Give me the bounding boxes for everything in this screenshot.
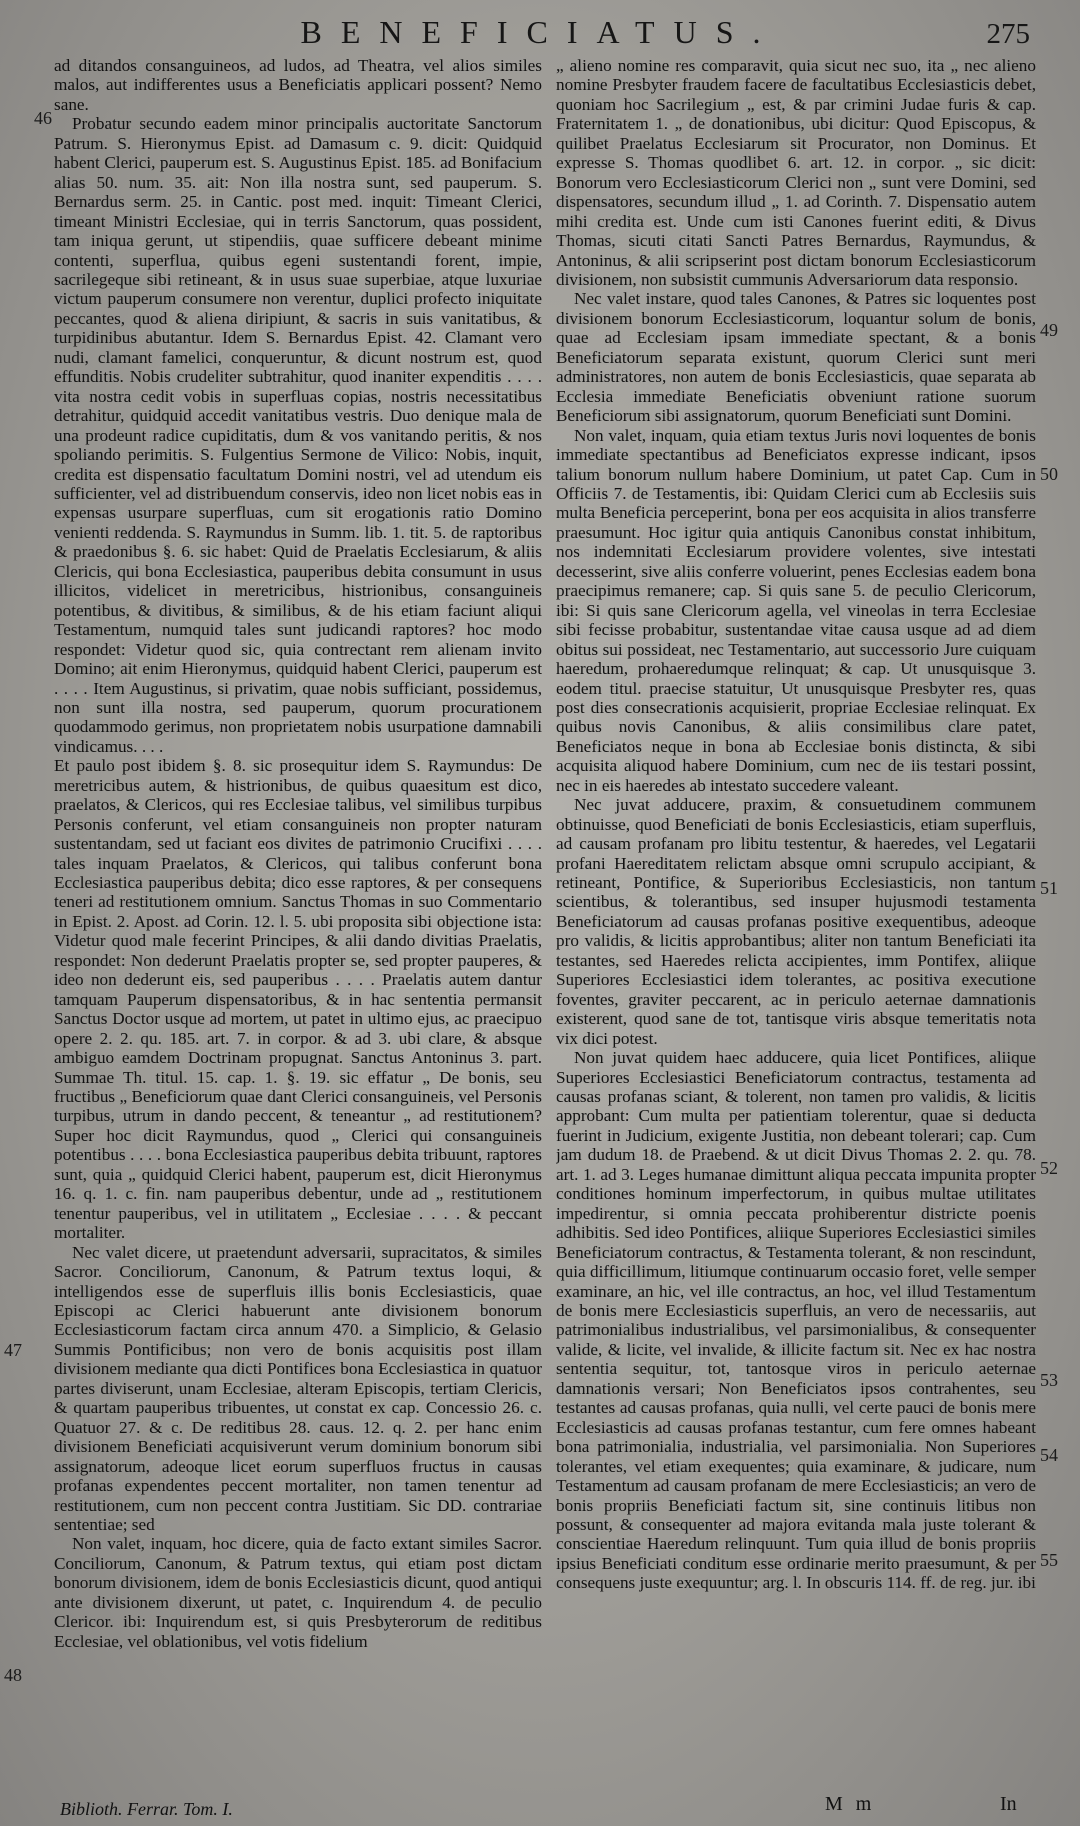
paragraph: Nec valet dicere, ut praetendunt adversarii, supracitatos, & similes Sacror. Conciliorum, Canonum, & Patrum textus loqui, & intelligendos esse de superfluis illis bonis Ecclesiasticis, quae Episcopi ac Clerici habuerunt ante divisionem bonorum Ecclesiasticorum factam circa annum 470. a Simplicio, & Gelasio Summis Pontificibus; non vero de bonis acquisitis post illam divisionem mediante qua dicti Pontifices bona Ecclesiastica in quatuor partes diviserunt, unam Ecclesiae, alteram Episcopis, tertiam Clericis, & quartam pauperibus tribuentes, ut constat ex cap. Concessio 26. c. Quatuor 27. & c. De reditibus 28. caus. 12. q. 2. per hanc enim divisionem Beneficiati acquisiverunt verum dominium bonorum sibi assignatorum, adeoque licet eorum superfluos fructus in causas profanas expendentes peccent mortaliter, non tamen tenentur ad restitutionem, cum non peccent contra Justitiam. Sic DD. contrariae sententiae; sed <box>54 1242 542 1534</box>
paragraph: Nec juvat adducere, praxim, & consuetudinem communem obtinuisse, quod Beneficiati de bonis Ecclesiasticis, etiam superfluis, ad causam profanam pro libitu testentur, & haeredes, vel Legatarii profani Haereditatem relictam absque omni scrupulo accipiant, & retineant, Pontifice, & Superioribus Ecclesiasticis, non tantum scientibus, & tolerantibus, sed insuper hujusmodi testamenta Beneficiatorum ad causas profanas positive exequentibus, adeoque pro validis, & licitis approbantibus; aliter non tantum Beneficiati ita testantes, sed Haeredes relicta accipientes, imm Pontifex, aliique Superiores Ecclesiastici idem tolerantes, ac positiva executione foventes, graviter peccarent, ac in periculo aeternae damnationis existerent, quod sane de tot, tantisque viris absque temeritatis nota vix dici potest. <box>556 795 1036 1048</box>
margin-number: 46 <box>34 108 52 128</box>
page-footer <box>0 1786 1080 1826</box>
running-title: BENEFICIATUS. <box>300 14 780 50</box>
printer-imprint: Biblioth. Ferrar. Tom. I. <box>60 1799 233 1819</box>
margin-number: 48 <box>4 1665 22 1685</box>
page-number: 275 <box>986 18 1030 50</box>
margin-number: 51 <box>1040 878 1058 898</box>
margin-number: 55 <box>1040 1550 1058 1570</box>
margin-number: 49 <box>1040 320 1058 340</box>
margin-number: 52 <box>1040 1158 1058 1178</box>
paragraph: Et paulo post ibidem §. 8. sic prosequitur idem S. Raymundus: De meretricibus autem, & histrionibus, de quibus quaesitum est dico, praelatos, & Clericos, qui res Ecclesiae talibus, vel similibus turpibus Personis conferunt, vel etiam consanguineis non propter naturam sustentandam, sed ut faciant eos divites de patrimonio Crucifixi . . . . tales inquam Praelatos, & Clericos, qui talibus conferunt bona Ecclesiastica pauperibus debita; dico esse raptores, & per consequens teneri ad restitutionem omnium. Sanctus Thomas in suo Commentario in Epist. 2. Apost. ad Corin. 12. l. 5. ubi proposita sibi objectione ista: Videtur quod male fecerint Principes, & alii dando divitias Praelatis, respondet: Non dederunt Praelatis propter se, sed propter pauperes, & ideo non dederunt eis, sed pauperibus . . . . Praelatis autem dantur tamquam Pauperum dispensatoribus, & in hac sententia permansit Sanctus Doctor usque ad mortem, ut patet in ultimo ejus, ac praecipuo opere 2. 2. qu. 185. art. 7. in corpor. & ad 3. ubi clare, & absque ambiguo eamdem Doctrinam propugnat. Sanctus Antoninus 3. part. Summae Th. titul. 15. cap. 1. §. 19. sic effatur „ De bonis, seu fructibus „ Beneficiorum quae dant Clerici consanguineis, vel Personis turpibus, utrum in dando peccent, & teneantur „ ad restitutionem? Super hoc dicit Raymundus, quod „ Clerici qui consanguineis potentibus . . . . bona Ecclesiastica pauperibus debita tribuunt, raptores sunt, quia „ quidquid Clerici habent, pauperum est, dicit Hieronymus 16. q. 1. c. fin. nam pauperibus debentur, unde ad „ restitutionem tenentur pauperibus, vel in utilitatem „ Ecclesiae . . . . & peccant mortaliter. <box>54 756 542 1243</box>
paragraph: ad ditandos consanguineos, ad ludos, ad Theatra, vel alios similes malos, aut indifferentes usus a Beneficiatis applicari possent? Nemo sane. <box>54 56 542 114</box>
margin-number: 53 <box>1040 1370 1058 1390</box>
signature-mark: M m <box>825 1793 876 1815</box>
paragraph: Non valet, inquam, hoc dicere, quia de facto extant similes Sacror. Conciliorum, Canonum, & Patrum textus, qui etiam post dictam bonorum divisionem, idem de bonis Ecclesiasticis dicunt, quod antiqui ante divisionem dixerunt, ut patet, c. Inquirendum 4. de peculio Clericor. ibi: Inquirendum est, si quis Presbyterorum de reditibus Ecclesiae, vel oblationibus, vel votis fidelium <box>54 1534 542 1651</box>
margin-number: 47 <box>4 1340 22 1360</box>
margin-number: 50 <box>1040 464 1058 484</box>
paragraph: Non valet, inquam, quia etiam textus Juris novi loquentes de bonis immediate spectantibus ad Beneficiatos expresse indicant, ipsos talium bonorum nullum habere Dominium, ut patet Cap. Cum in Officiis 7. de Testamentis, ibi: Quidam Clerici cum ab Ecclesiis suis multa Beneficia perceperint, bona per eos acquisita in alios transferre praesumunt. Hoc igitur quia antiquis Canonibus constat inhibitum, nos indemnitati Ecclesiarum providere volentes, sive intestati decesserint, sive aliis conferre voluerint, penes Ecclesias eadem bona praecipimus remanere; cap. Si quis sane 5. de peculio Clericorum, ibi: Si quis sane Clericorum agella, vel vineolas in terra Ecclesiae sibi fecisse probabitur, sustentandae vitae causa usque ad ad diem obitus sui possideat, nec Testamentario, aut successorio Jure cuiquam haeredum, prohaeredumque relinquat; & cap. Ut unusquisque 3. eodem titul. praecise statuitur, Ut unusquisque Presbyter res, quas post dies consecrationis acquisierit, propriae Ecclesiae relinquat. Ex quibus novis Canonibus, & aliis consimilibus clare patet, Beneficiatos neque in bona ab Ecclesiae bonis distincta, & sibi acquisita aliquod habere Dominium, cum nec de iis testari possint, nec in eis haeredes ab intestato succedere valeant. <box>556 425 1036 795</box>
margin-number: 54 <box>1040 1445 1058 1465</box>
paragraph: Non juvat quidem haec adducere, quia licet Pontifices, aliique Superiores Ecclesiastici Beneficiatorum contractus, testamenta ad causas profanas sciant, & tolerent, non tamen pro validis, & licitis approbant: Cum multa per patientiam tolerentur, quae si deducta fuerint in Judicium, exigente Justitia, non debeant tolerari; cap. Cum jam dudum 18. de Praebend. & ut dicit Divus Thomas 2. 2. qu. 78. art. 1. ad 3. Leges humanae dimittunt aliqua peccata impunita propter conditiones hominum imperfectorum, in quibus multae utilitates impedirentur, si omnia peccata prohiberentur districte poenis adhibitis. Sed ideo Pontifices, aliique Superiores Ecclesiastici similes Beneficiatorum contractus, & Testamenta tolerant, & non rescindunt, quia difficillimum, litiumque continuarum occasio foret, velle semper examinare, an hic, vel ille contractus, an hoc, vel illud Testamentum de bonis mere Ecclesiasticis superfluis, an vero de necessariis, aut patrimonialibus industrialibus, vel parsimonialibus, & consequenter valide, & licite, vel invalide, & illicite factum sit. Nec ex hac nostra sententia sequitur, tot, tantosque viros in periculo aeternae damnationis versari; Non Beneficiatos ipsos contrahentes, seu testantes ad causas profanas, quia nulli, vel certe pauci de bonis mere Ecclesiasticis ad causas profanas testantur, cum fere omnes habeant bona patrimonialia, industrialia, vel parsimonialia. Non Superiores tolerantes, vel etiam exequentes; quia examinare, & judicare, num Testamentum ad causam profanam de mere Ecclesiasticis; an vero de bonis propriis Beneficiati factum sit, sine continuis litibus non possunt, & consequenter ad majora evitanda mala juste tolerant & conscientiae Haeredum relinquunt. Tum quia illud de bonis propriis ipsius Beneficiati conditum esse ordinarie merito praesumunt, & per consequens juste exequuntur; arg. l. In obscuris 114. ff. de reg. jur. ibi <box>556 1048 1036 1593</box>
catchword: In <box>1000 1793 1017 1815</box>
paragraph: Nec valet instare, quod tales Canones, & Patres sic loquentes post divisionem bonorum Ecclesiasticorum, loquantur solum de bonis, quae ad Ecclesiam ipsam immediate spectant, & a bonis Beneficiatorum separata existunt, quorum Clerici sunt meri administratores, non autem de bonis Ecclesiasticis, quae separata ab Ecclesia immediate Beneficiatis obveniunt ratione suorum Beneficiorum sibi assignatorum, quorum Beneficiati sunt Domini. <box>556 289 1036 426</box>
paragraph: Probatur secundo eadem minor principalis auctoritate Sanctorum Patrum. S. Hieronymus Epist. ad Damasum c. 9. dicit: Quidquid habent Clerici, pauperum est. S. Augustinus Epist. 185. ad Bonifacium alias 50. num. 35. ait: Non illa nostra sunt, sed pauperum. S. Bernardus serm. 25. in Cantic. post med. inquit: Timeant Clerici, timeant Ministri Ecclesiae, qui in terris Sanctorum, quas possident, tam iniqua gerunt, ut stipendiis, quae sufficere debeant minime contenti, superflua, quibus egeni sustentandi forent, impie, sacrilegeque sibi retineant, & in usus suae superbiae, atque luxuriae victum pauperum consumere non verentur, duplici profecto iniquitate peccantes, quod & aliena diripiunt, & sacris in suis vanitatibus, & turpidinibus abutantur. Idem S. Bernardus Epist. 42. Clamant vero nudi, clamant famelici, conqueruntur, & dicunt nostrum est, quod effunditis. Nobis crudeliter subtrahitur, quod inaniter expenditis . . . . vita nostra cedit vobis in superfluas copias, nostris necessitatibus detrahitur, quidquid accedit vanitatibus vestris. Duo denique mala de una prodeunt radice cupiditatis, dum & vos vanitando peritis, & nos spoliando perimitis. S. Fulgentius Sermone de Vilico: Nobis, inquit, credita est dispensatio facultatum Domini nostri, vel ad utendum eis sufficienter, vel ad distribuendum conservis, ideo non licet nobis eas in expensas usurpare superfluas, cum sit erogationis ratio Domino venienti reddenda. S. Raymundus in Summ. lib. 1. tit. 5. de raptoribus & praedonibus §. 6. sic habet: Quid de Praelatis Ecclesiarum, & aliis Clericis, qui bona Ecclesiastica, pauperibus debita consumunt in usus illicitos, videlicet in meretricibus, histrionibus, consanguineis potentibus, & divitibus, & similibus, & de his etiam faciunt aliqui Testamentum, numquid tales sunt judicandi raptores? hoc modo respondet: Videtur quod sic, quia contrectant rem alienam invito Domino; ait enim Hieronymus, quidquid habent Clerici, pauperum est . . . . Item Augustinus, si privatim, quae nobis sufficiant, possidemus, non sunt illa nostra, sed pauperum, quorum procurationem quodammodo gerimus, non proprietatem nobis usurpatione damnabili vindicamus. . . . <box>54 114 542 756</box>
paragraph: „ alieno nomine res comparavit, quia sicut nec suo, ita „ nec alieno nomine Presbyter fraudem facere de facultatibus Ecclesiasticis debet, quoniam hoc Sacrilegium „ est, & par crimini Judae furis & cap. Fraternitatem 1. „ de donationibus, ubi dicitur: Quod Episcopus, & quilibet Praelatus Ecclesiarum sit Procurator, non Dominus. Et expresse S. Thomas quodlibet 6. art. 12. in corpor. „ sic dicit: Bonorum vero Ecclesiasticorum Clerici non „ sunt vere Domini, sed dispensatores, secundum illud „ 1. ad Corinth. 7. Dispensatio autem mihi credita est. Unde cum isti Canones fuerint editi, & Divus Thomas, sicuti citati Sancti Patres Bernardus, Raymundus, & Antoninus, & alii scripserint post dictam bonorum Ecclesiasticorum divisionem, non subsistit cummunis Adversariorum data responsio. <box>556 56 1036 289</box>
